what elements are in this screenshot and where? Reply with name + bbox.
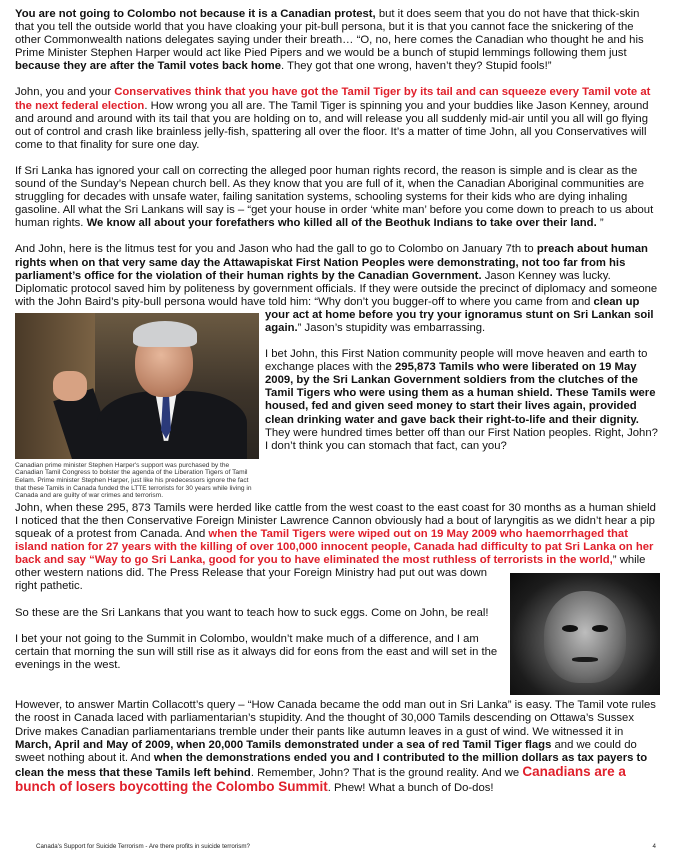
footer-title: Canada's Support for Suicide Terrorism - Are there profits in suicide terrorism? xyxy=(36,843,250,850)
paragraph-6 xyxy=(15,502,660,594)
paragraph-2 xyxy=(15,86,660,151)
text: If Sri Lanka has ignored your call on correcting the alleged poor human rights record, the reason is simple and is clear as the sound of the Sunday’s Nepean church bell. As they know that you are full of it, when the Canadian Aboriginal communities are struggling for decades with unsafe water, failing sanitation systems, schooling systems for their kids who are dying inhaling gasoline. All what the Sri Lankans will say is – “get your house in order ‘white man’ before you come down to preach to us about human rights. xyxy=(15,164,654,230)
text-bold: March, April and May of 2009, when 20,000 Tamils demonstrated under a sea of red Tamil Tiger flags xyxy=(15,738,552,751)
text: . They got that one wrong, haven’t they? Stupid fools!” xyxy=(281,60,552,73)
paragraph-3 xyxy=(15,165,660,230)
text: ” xyxy=(596,217,604,230)
text-bold: because they are after the Tamil votes back home xyxy=(15,60,282,73)
paragraph-9 xyxy=(15,699,660,795)
article-body xyxy=(15,8,660,808)
text: . Phew! What a bunch of Do-dos! xyxy=(327,781,494,794)
text: but it does seem that you do not have that thick-skin that you tell the outside world that you have cloaking your pit-bull persona, but it is that you cannot face the snickering of the other Commonwealth nations delegates saying under their breath… “O, no, here comes the Canadian who thought he and his Prime Minister Stephen Harper would act like Pied Pipers and we would be a bunch of stupid lemmings following them just xyxy=(15,8,644,60)
photo-caption: Canadian prime minister Stephen Harper's support was purchased by the Canadian Tamil Congress to bolster the agenda of the Liberation Tigers of Tamil Eelam. Prime minister Stephen Harper, just like his predecessors ignore the fact that these Tamils in Canada funded the LTTE terrorists for 30 years while living in Canada and are guilty of war crimes and terrorism. xyxy=(15,461,252,500)
page-footer xyxy=(36,843,656,850)
text-bold: preach about human rights when on that very same day the Attawapiskat First Nation Peoples were demonstrating, not too far from his parliament’s office for the violation of their human rights by the Canadian Government. xyxy=(15,243,648,282)
text-red-large: Canadians are a bunch of losers boycotting the Colombo Summit xyxy=(15,763,626,794)
text: John, you and your xyxy=(15,86,115,99)
text-bold: 295,873 Tamils who were liberated on 19 May 2009, by the Sri Lankan Government soldiers from the clutches of the Tamil Tigers who were using them as a human shield. These Tamils were housed, fed and given seed money to start their lives again, provided clean drinking water and gave back their right-to-life and their dignity. xyxy=(265,361,656,426)
text: John, when these 295, 873 Tamils were herded like cattle from the west coast to the east coast for 30 months as a human shield I noticed that the then Conservative Foreign Minister Lawrence Cannon obviously had a bout of laryngitis as we didn’t hear a pip squeak of a protest from Canada. And xyxy=(15,501,656,541)
text: and we could do sweet nothing about it. And xyxy=(15,738,637,764)
text: They were hundred times better off than our First Nation peoples. Right, John? I don’t think you can stomach that fact, can you? xyxy=(265,426,658,452)
text: ” while other western nations did. The Press Release that your Foreign Ministry had put out was down right pathetic. xyxy=(15,554,646,593)
paragraph-8: I bet your not going to the Summit in Colombo, wouldn’t make much of a difference, and I am certain that morning the sun will still rise as it always did for eons from the east and will set in the evenings in the west. xyxy=(15,632,498,671)
text: And John, here is the litmus test for you and Jason who had the gall to go to Colombo on January 7th to xyxy=(15,243,537,256)
text-red-bold: Conservatives think that you have got the Tamil Tiger by its tail and can squeeze every Tamil vote at the next federal election xyxy=(15,86,651,112)
text: I bet John, this First Nation community people will move heaven and earth to exchange places with the xyxy=(265,348,648,374)
text-bold: when the demonstrations ended you and I contributed to the million dollars as tax payers to clean the mess that these Tamils left behind xyxy=(15,751,648,779)
text: However, to answer Martin Collacott’s query – “How Canada became the odd man out in Sri Lanka” is easy. The Tamil vote rules the roost in Canada laced with parliamentarian’s stupidity. And the thought of 30,000 Tamils descending on Ottawa’s Sussex Drive makes Canadian parliamentarians tremble under their pants like autumn leaves in a gust of wind. We witnessed it in xyxy=(15,699,656,738)
text-bold: You are not going to Colombo not because it is a Canadian protest, xyxy=(15,8,376,20)
text-red-bold: when the Tamil Tigers were wiped out on 19 May 2009 who haemorrhaged that island nation for 27 years with the killing of over 100,000 innocent people, Canada had difficulty to pat Sri Lanka on her back and say “Way to go Sri Lanka, good for you to have eliminated the most ruthless of terrorists in the world, xyxy=(15,528,654,567)
text: . Remember, John? That is the ground reality. And we xyxy=(250,766,523,779)
text-bold: clean up your act at home before you try your ignoramus stunt on Sri Lankan soil again. xyxy=(265,295,654,334)
figure-harper xyxy=(15,313,259,500)
text: . How wrong you all are. The Tamil Tiger is spinning you and your buddies like Jason Kenney, around and around and around with its tail that you are holding on to, and will release you all suddenly mid-air until you all will go flying out of control and crash like brainless jelly-fish, spattering all over the floor. It’s a matter of time John, all you Conservatives will come to that finality for sure one day. xyxy=(15,99,649,151)
text: ” Jason’s stupidity was embarrassing. xyxy=(297,321,486,334)
text: Jason Kenney was lucky. Diplomatic protocol saved him by politeness by government officials. If they were outside the precinct of diplomacy and someone with the John Baird’s pity-bull persona would have told him: “Why don’t you bugger-off to where you came from and xyxy=(15,269,658,308)
paragraph-7: So these are the Sri Lankans that you want to teach how to suck eggs. Come on John, be real! xyxy=(15,606,489,619)
paragraph-1 xyxy=(15,8,660,73)
text-bold: We know all about your forefathers who killed all of the Beothuk Indians to take over their land. xyxy=(86,217,597,230)
harper-photo xyxy=(15,313,259,459)
page-number: 4 xyxy=(652,843,656,850)
figure-dark-face xyxy=(510,573,660,695)
